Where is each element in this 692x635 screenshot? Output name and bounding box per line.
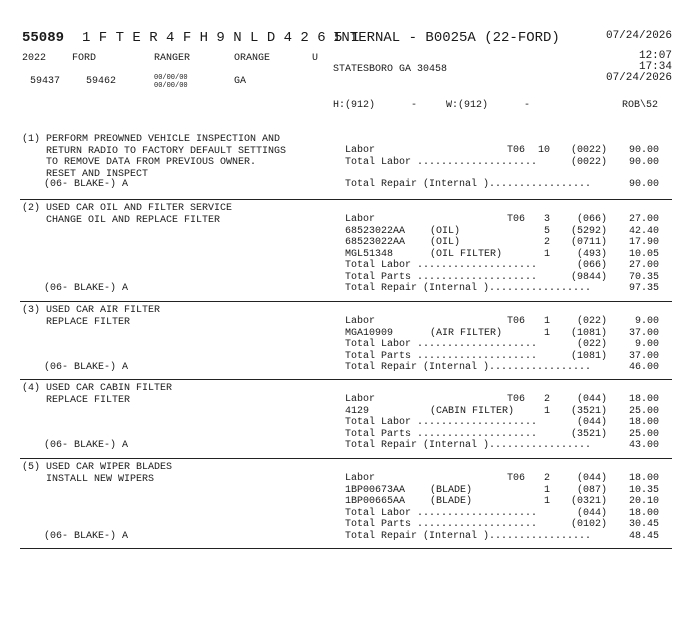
- line-amount: 30.45: [628, 519, 659, 530]
- operation-description-line: CHANGE OIL AND REPLACE FILTER: [22, 214, 221, 226]
- total-repair-amount: 43.00: [628, 440, 659, 451]
- part-description: (AIR FILTER): [430, 327, 503, 339]
- used-flag: U: [312, 53, 319, 64]
- line-label: MGA10909: [345, 327, 394, 339]
- operation-description-line: REPLACE FILTER: [22, 394, 131, 406]
- blank-date-2: 00/00/00: [154, 82, 188, 90]
- part-description: (OIL): [430, 225, 461, 237]
- line-amount: 42.40: [628, 225, 659, 237]
- total-repair-label: Total Repair (Internal ).................: [345, 362, 592, 373]
- section-divider: [20, 458, 672, 459]
- line-label: 68523022AA: [345, 225, 406, 237]
- line-amount: 9.00: [634, 316, 659, 327]
- line-reference: (0022): [570, 156, 607, 168]
- total-repair-amount: 97.35: [628, 283, 659, 294]
- line-quantity: 1: [543, 405, 550, 417]
- technician: (06- BLAKE-) A: [44, 530, 129, 542]
- line-label: Labor: [345, 473, 376, 484]
- vehicle-year: 2022: [22, 53, 47, 64]
- line-quantity: 2: [543, 237, 550, 248]
- operation-description-line: INSTALL NEW WIPERS: [22, 473, 155, 485]
- line-amount: 37.00: [628, 327, 659, 339]
- line-amount: 20.10: [628, 496, 659, 507]
- line-quantity: 1: [543, 316, 550, 327]
- home-phone: H:(912) -: [333, 100, 418, 111]
- tag-code: 59462: [86, 76, 117, 87]
- line-amount: 90.00: [628, 156, 659, 168]
- line-amount: 18.00: [628, 417, 659, 428]
- line-reference: (0321): [570, 496, 607, 507]
- operation-description-line: (1) PERFORM PREOWNED VEHICLE INSPECTION AND: [22, 134, 281, 145]
- line-label: Total Parts ....................: [345, 271, 538, 283]
- operation-description-line: TO REMOVE DATA FROM PREVIOUS OWNER.: [22, 157, 257, 168]
- line-label: Total Labor ....................: [345, 260, 538, 271]
- line-quantity: 10: [537, 145, 550, 156]
- line-amount: 27.00: [628, 214, 659, 225]
- line-label: 1BP00673AA: [345, 484, 406, 496]
- total-repair-amount: 90.00: [628, 179, 659, 190]
- promised-date: 07/24/2026: [605, 72, 672, 84]
- part-description: (BLADE): [430, 496, 473, 507]
- vehicle-model: RANGER: [154, 53, 191, 64]
- line-reference: (9844): [570, 271, 607, 283]
- time-in: 12:07: [638, 50, 672, 62]
- line-quantity: 1: [543, 496, 550, 507]
- section-divider: [20, 379, 672, 380]
- technician: (06- BLAKE-) A: [44, 179, 129, 190]
- state: GA: [234, 76, 247, 87]
- line-quantity: 2: [543, 473, 550, 484]
- line-reference: (087): [576, 484, 607, 496]
- technician: (06- BLAKE-) A: [44, 440, 129, 451]
- part-description: (CABIN FILTER): [430, 405, 515, 417]
- line-reference: (0711): [570, 237, 607, 248]
- line-label: Total Parts ....................: [345, 519, 538, 530]
- technician: (06- BLAKE-) A: [44, 362, 129, 373]
- line-label: 68523022AA: [345, 237, 406, 248]
- total-repair-label: Total Repair (Internal ).................: [345, 179, 592, 190]
- line-label: Labor: [345, 214, 376, 225]
- line-amount: 70.35: [628, 271, 659, 283]
- operation-description-line: RETURN RADIO TO FACTORY DEFAULT SETTINGS: [22, 145, 287, 157]
- line-reference: (0022): [570, 145, 607, 156]
- line-reference: (044): [576, 473, 607, 484]
- dealer-location: STATESBORO GA 30458: [333, 64, 448, 75]
- operation-description-line: (5) USED CAR WIPER BLADES: [22, 462, 173, 473]
- document-title: INTERNAL - B0025A (22-FORD): [333, 30, 560, 46]
- total-repair-amount: 46.00: [628, 362, 659, 373]
- ro-number: 55089: [22, 30, 65, 46]
- tech-code: T06: [507, 214, 526, 225]
- line-quantity: 1: [543, 327, 550, 339]
- line-reference: (066): [576, 260, 607, 271]
- line-label: Total Labor ....................: [345, 507, 538, 519]
- time-out: 17:34: [638, 61, 672, 73]
- operation-description-line: (2) USED CAR OIL AND FILTER SERVICE: [22, 203, 233, 214]
- line-reference: (0102): [570, 519, 607, 530]
- line-reference: (1081): [570, 327, 607, 339]
- line-label: 4129: [345, 405, 370, 417]
- blank-date-1: 00/00/00: [154, 74, 188, 82]
- total-repair-amount: 48.45: [628, 530, 659, 542]
- line-amount: 25.00: [628, 405, 659, 417]
- vehicle-make: FORD: [72, 53, 97, 64]
- tech-code: T06: [507, 145, 526, 156]
- tech-code: T06: [507, 394, 526, 405]
- line-amount: 37.00: [628, 350, 659, 362]
- line-label: MGL51348: [345, 248, 394, 260]
- line-quantity: 1: [543, 484, 550, 496]
- line-amount: 18.00: [628, 473, 659, 484]
- line-quantity: 1: [543, 248, 550, 260]
- operation-description-line: (4) USED CAR CABIN FILTER: [22, 383, 173, 394]
- line-label: Labor: [345, 316, 376, 327]
- total-repair-label: Total Repair (Internal ).................: [345, 283, 592, 294]
- line-label: 1BP00665AA: [345, 496, 406, 507]
- line-label: Total Parts ....................: [345, 428, 538, 440]
- header-date: 07/24/2026: [605, 30, 672, 42]
- vin: 1 F T E R 4 F H 9 N L D 4 2 6 5 1: [82, 30, 360, 46]
- service-advisor: ROB\52: [621, 100, 658, 111]
- operation-description-line: REPLACE FILTER: [22, 316, 131, 328]
- line-reference: (3521): [570, 428, 607, 440]
- line-reference: (044): [576, 507, 607, 519]
- line-reference: (5292): [570, 225, 607, 237]
- line-reference: (1081): [570, 350, 607, 362]
- total-repair-label: Total Repair (Internal ).................: [345, 440, 592, 451]
- vehicle-color: ORANGE: [234, 53, 271, 64]
- section-divider: [20, 199, 672, 200]
- operation-description-line: RESET AND INSPECT: [22, 168, 149, 180]
- operation-description-line: (3) USED CAR AIR FILTER: [22, 305, 161, 316]
- line-amount: 27.00: [628, 260, 659, 271]
- tech-code: T06: [507, 473, 526, 484]
- stock-code: 59437: [30, 76, 61, 87]
- technician: (06- BLAKE-) A: [44, 283, 129, 294]
- part-description: (BLADE): [430, 484, 473, 496]
- line-quantity: 3: [543, 214, 550, 225]
- line-label: Labor: [345, 145, 376, 156]
- line-quantity: 2: [543, 394, 550, 405]
- line-amount: 90.00: [628, 145, 659, 156]
- line-amount: 10.35: [628, 484, 659, 496]
- tech-code: T06: [507, 316, 526, 327]
- section-divider: [20, 548, 672, 549]
- line-label: Total Labor ....................: [345, 156, 538, 168]
- part-description: (OIL): [430, 237, 461, 248]
- line-quantity: 5: [543, 225, 550, 237]
- line-reference: (3521): [570, 405, 607, 417]
- section-divider: [20, 301, 672, 302]
- line-label: Labor: [345, 394, 376, 405]
- line-amount: 18.00: [628, 394, 659, 405]
- part-description: (OIL FILTER): [430, 248, 503, 260]
- line-reference: (044): [576, 394, 607, 405]
- line-amount: 17.90: [628, 237, 659, 248]
- line-label: Total Labor ....................: [345, 339, 538, 350]
- total-repair-label: Total Repair (Internal ).................: [345, 530, 592, 542]
- line-label: Total Labor ....................: [345, 417, 538, 428]
- line-amount: 25.00: [628, 428, 659, 440]
- work-phone: W:(912) -: [446, 100, 531, 111]
- line-reference: (022): [576, 316, 607, 327]
- line-amount: 10.05: [628, 248, 659, 260]
- line-reference: (066): [576, 214, 607, 225]
- line-amount: 18.00: [628, 507, 659, 519]
- line-reference: (044): [576, 417, 607, 428]
- line-reference: (022): [576, 339, 607, 350]
- line-label: Total Parts ....................: [345, 350, 538, 362]
- line-amount: 9.00: [634, 339, 659, 350]
- line-reference: (493): [576, 248, 607, 260]
